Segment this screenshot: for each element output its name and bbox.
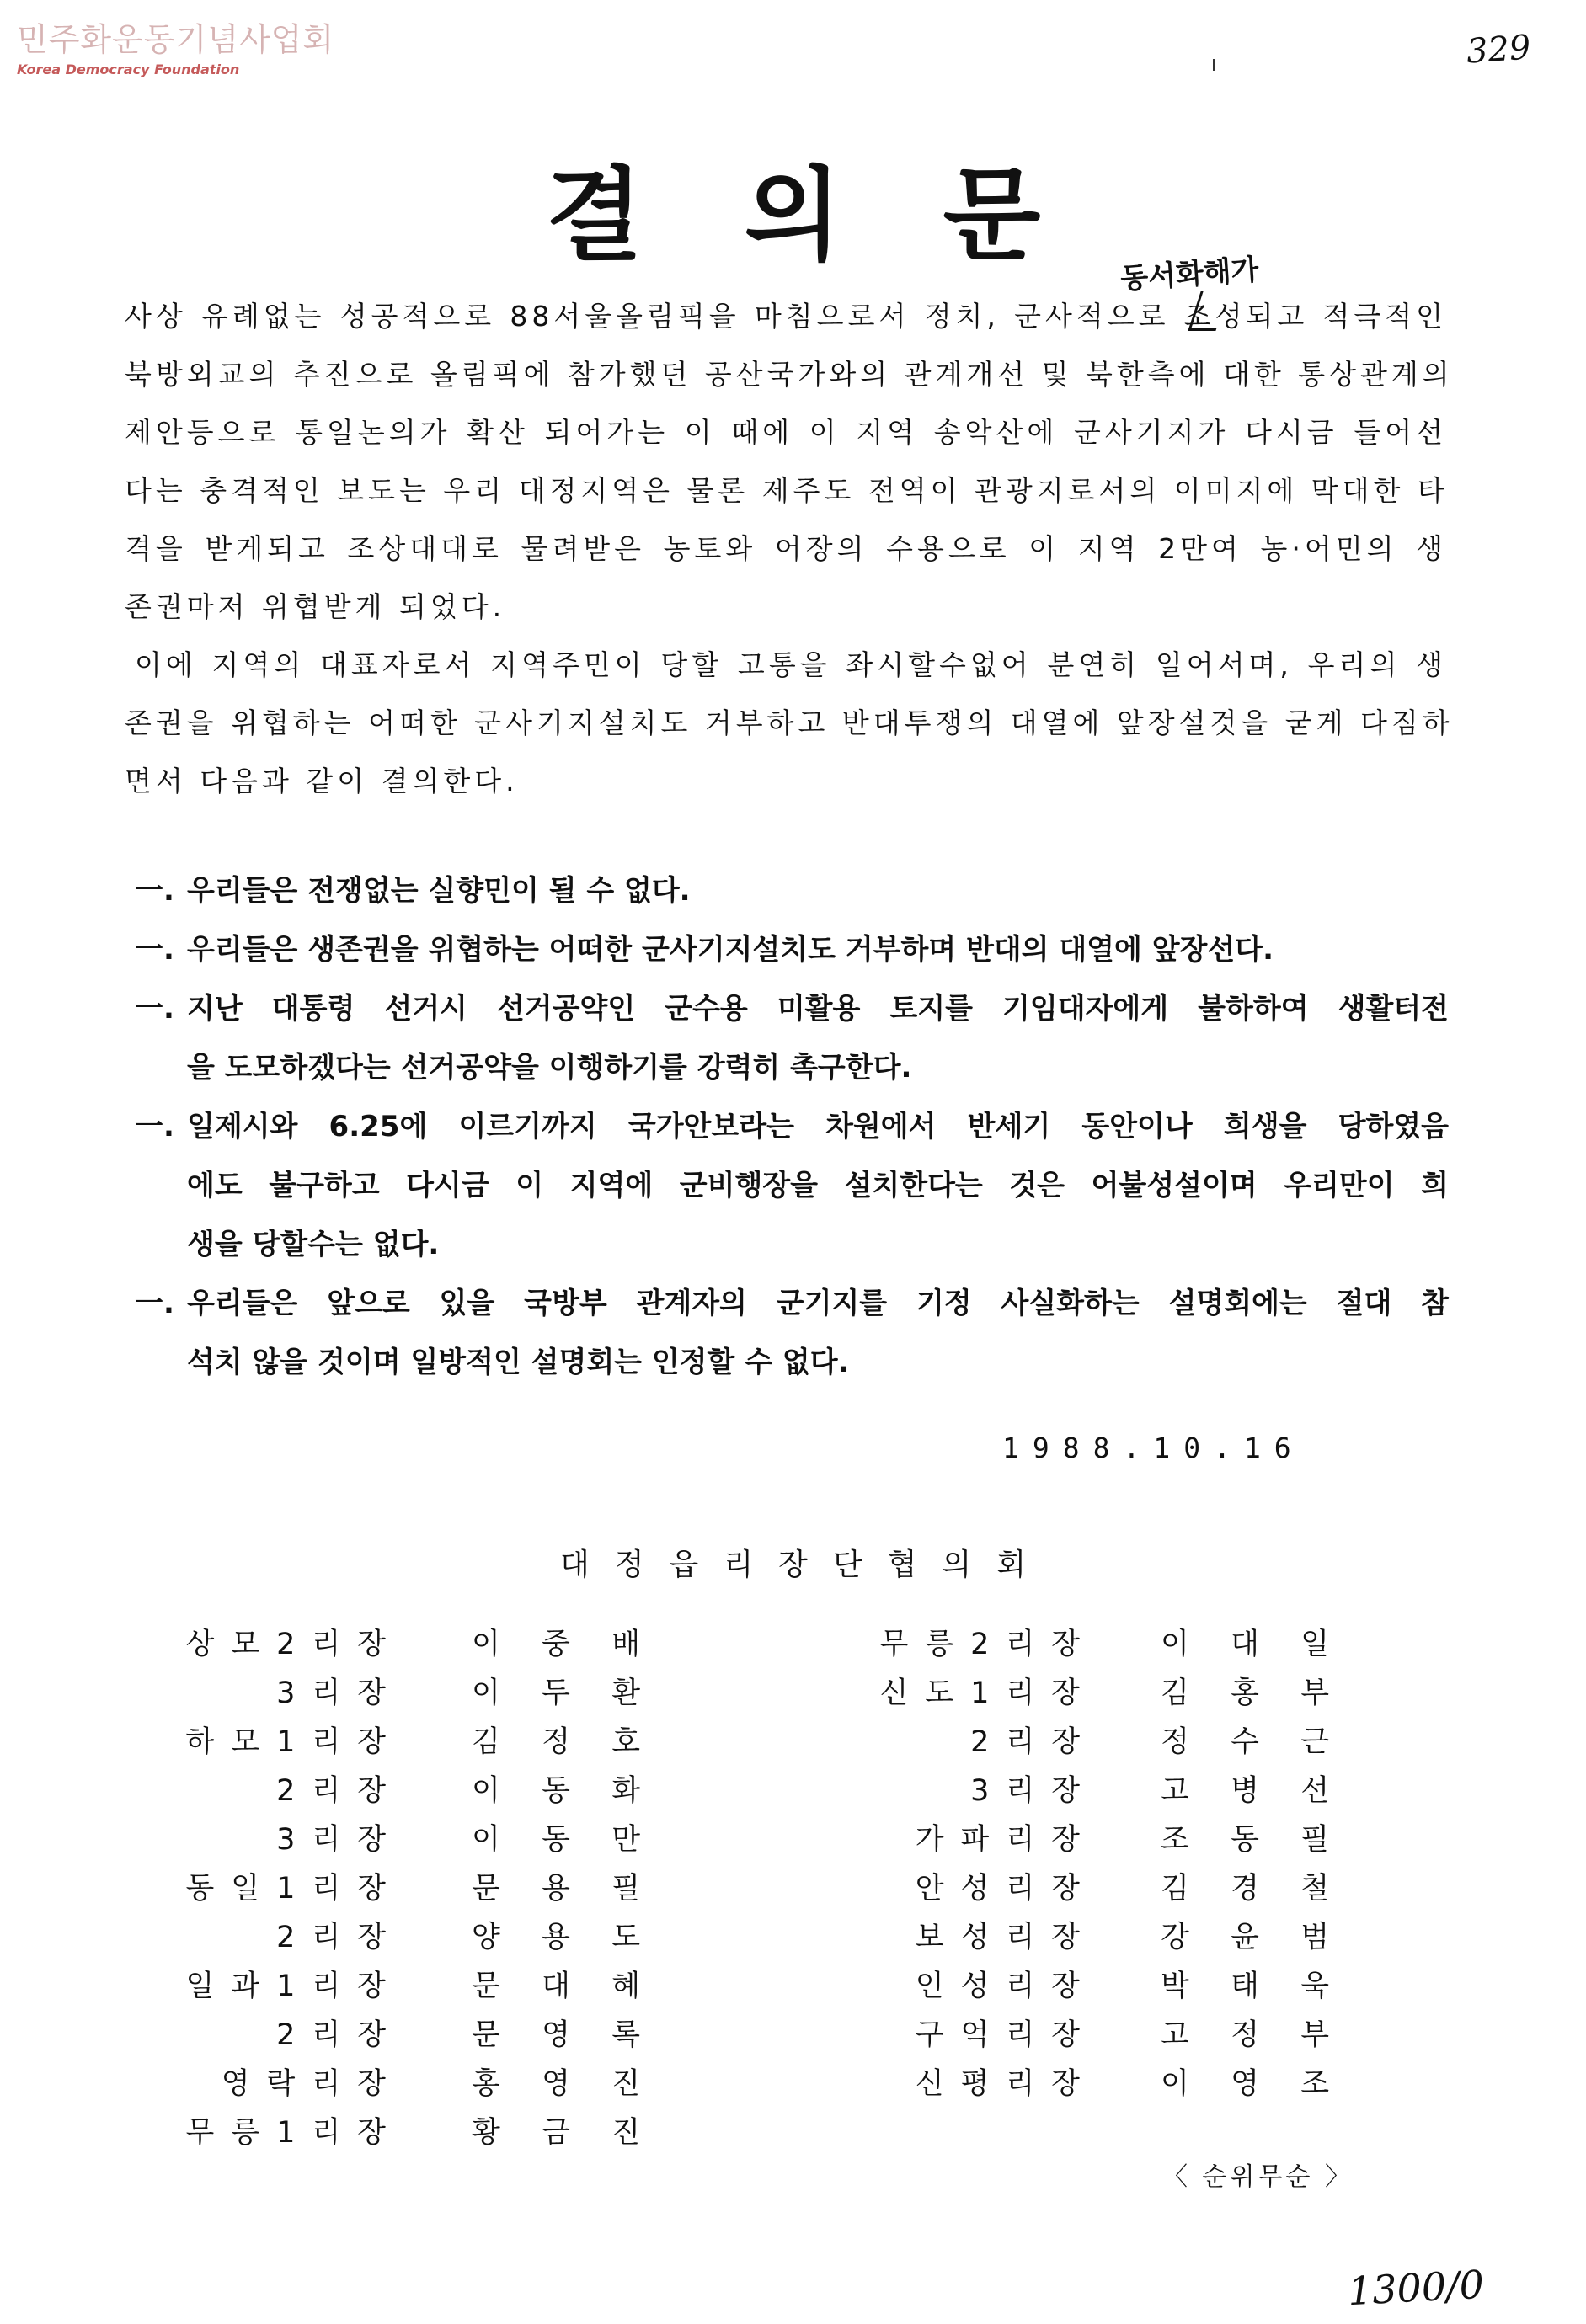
- handwritten-insert: 동서화해가: [1119, 253, 1260, 296]
- resolution-item: [135, 1280, 1449, 1398]
- association-name: 대정읍리장단협의회: [560, 1548, 1051, 1582]
- signatory-position: 무릉2리장: [879, 1628, 1097, 1661]
- body-line: 제안등으로 통일논의가 확산 되어가는 이 때에 이 지역 송악산에 군사기지가 다시금 들어선: [125, 416, 1447, 449]
- signatory-position: 영락리장: [221, 2067, 403, 2101]
- resolution-line: 우리들은 앞으로 있을 국방부 관계자의 군기지를 기정 사실화하는 설명회에는 절대 참: [187, 1287, 1450, 1320]
- resolution-item: [135, 926, 1449, 985]
- signatory-name: 강 윤 범: [1161, 1921, 1329, 1954]
- body-line: 다는 충격적인 보도는 우리 대정지역은 물론 제주도 전역이 관광지로서의 이미지에 막대한 타: [125, 474, 1449, 507]
- signatory-name: 조 동 필: [1161, 1823, 1329, 1857]
- signatories-right: [792, 1621, 1550, 2126]
- signatory-name: 이 대 일: [1161, 1628, 1329, 1661]
- resolution-line: 에도 불구하고 다시금 이 지역에 군비행장을 설치한다는 것은 어불성설이며 우리만이 희: [187, 1169, 1449, 1202]
- order-note: 〈 순위무순 〉: [1162, 2162, 1354, 2192]
- signatory-position: 3리장: [276, 1676, 403, 1710]
- body-paragraphs: [125, 295, 1454, 818]
- resolution-item: [135, 1103, 1449, 1280]
- signatory-position: 신평리장: [915, 2067, 1097, 2101]
- signatory-name: 고 정 부: [1161, 2018, 1329, 2052]
- resolution-item: [135, 867, 1449, 926]
- watermark-korean: 민주화운동기념사업회: [17, 21, 335, 58]
- signatory-name: 이 동 화: [472, 1774, 640, 1808]
- body-line: 존권을 위협하는 어떠한 군사기지설치도 거부하고 반대투쟁의 대열에 앞장설것을 굳게 다짐하: [125, 706, 1454, 739]
- signatory-position: 동일1리장: [185, 1872, 403, 1906]
- signatory-name: 이 두 환: [472, 1676, 640, 1710]
- resolution-list: [135, 867, 1449, 1398]
- resolution-line: 생을 당할수는 없다.: [187, 1228, 440, 1261]
- signatory-position: 보성리장: [915, 1921, 1097, 1954]
- signatory-name: 이 중 배: [472, 1628, 640, 1661]
- signatory-position: 무릉1리장: [185, 2116, 403, 2150]
- body-line: 면서 다음과 같이 결의한다.: [125, 765, 519, 797]
- watermark: [17, 13, 334, 77]
- signatory-position: 구억리장: [915, 2018, 1097, 2052]
- signatory-position: 인성리장: [915, 1970, 1097, 2003]
- resolution-dash: 一.: [135, 1110, 174, 1143]
- signatory-position: 2리장: [276, 1921, 403, 1954]
- signatory-position: 상모2리장: [185, 1628, 403, 1661]
- resolution-line: 우리들은 생존권을 위협하는 어떠한 군사기지설치도 거부하며 반대의 대열에 앞장선다.: [187, 933, 1274, 967]
- body-line: 존권마저 위협받게 되었다.: [125, 590, 506, 623]
- resolution-dash: 一.: [135, 992, 174, 1026]
- document-date: 1988.10.16: [1002, 1431, 1305, 1464]
- resolution-line: 지난 대통령 선거시 선거공약인 군수용 미활용 토지를 기임대자에게 불하하여 생활터전: [187, 992, 1449, 1026]
- page-number: 329: [1465, 28, 1532, 72]
- signatory-name: 문 영 록: [472, 2018, 640, 2052]
- signatory-name: 양 용 도: [472, 1921, 640, 1954]
- signatory-name: 김 홍 부: [1161, 1676, 1329, 1710]
- signatory-position: 신도1리장: [879, 1676, 1097, 1710]
- signatory-name: 김 정 호: [472, 1725, 640, 1759]
- signatory-name: 문 대 혜: [472, 1970, 640, 2003]
- signatory-position: 일과1리장: [185, 1970, 403, 2003]
- resolution-line: 우리들은 전쟁없는 실향민이 될 수 없다.: [187, 874, 691, 908]
- signatory-name: 정 수 근: [1161, 1725, 1329, 1759]
- signatory-name: 홍 영 진: [472, 2067, 640, 2101]
- signatory-position: 안성리장: [915, 1872, 1097, 1906]
- watermark-english: Korea Democracy Foundation: [17, 61, 240, 77]
- body-line: 이에 지역의 대표자로서 지역주민이 당할 고통을 좌시할수없어 분연히 일어서며, 우리의 생: [135, 648, 1447, 681]
- signatory-name: 이 동 만: [472, 1823, 640, 1857]
- resolution-line: 석치 않을 것이며 일방적인 설명회는 인정할 수 없다.: [187, 1346, 849, 1379]
- signatories-left: [0, 1621, 758, 2150]
- resolution-dash: 一.: [135, 933, 174, 967]
- handwritten-number: 1300/0: [1346, 2261, 1486, 2315]
- signatory-name: 황 금 진: [472, 2116, 640, 2150]
- resolution-line: 일제시와 6.25에 이르기까지 국가안보라는 차원에서 반세기 동안이나 희생을 당하였음: [187, 1110, 1449, 1143]
- signatory-position: 2리장: [970, 1725, 1097, 1759]
- resolution-line: 을 도모하겠다는 선거공약을 이행하기를 강력히 촉구한다.: [187, 1051, 912, 1085]
- signatory-name: 박 태 욱: [1161, 1970, 1329, 2003]
- signatory-name: 문 용 필: [472, 1872, 640, 1906]
- signatory-position: 2리장: [276, 2018, 403, 2052]
- signatory-position: 가파리장: [915, 1823, 1097, 1857]
- body-line: 사상 유례없는 성공적으로 88서울올림픽을 마침으로서 정치, 군사적으로 조성되고 적극적인: [125, 300, 1447, 333]
- signatory-name: 고 병 선: [1161, 1774, 1329, 1808]
- signatory-position: 3리장: [970, 1774, 1097, 1808]
- scan-mark: [1213, 59, 1215, 71]
- resolution-item: [135, 985, 1449, 1103]
- document-title: 결의문: [545, 157, 1142, 275]
- signatory-name: 김 경 철: [1161, 1872, 1329, 1906]
- resolution-dash: 一.: [135, 874, 174, 908]
- body-line: 격을 받게되고 조상대대로 물려받은 농토와 어장의 수용으로 이 지역 2만여 농·어민의 생: [125, 532, 1447, 565]
- signatory-position: 하모1리장: [185, 1725, 403, 1759]
- resolution-dash: 一.: [135, 1287, 174, 1320]
- signatory-position: 3리장: [276, 1823, 403, 1857]
- body-line: 북방외교의 추진으로 올림픽에 참가했던 공산국가와의 관계개선 및 북한측에 대한 통상관계의: [125, 358, 1454, 391]
- signatory-name: 이 영 조: [1161, 2067, 1329, 2101]
- signatory-position: 2리장: [276, 1774, 403, 1808]
